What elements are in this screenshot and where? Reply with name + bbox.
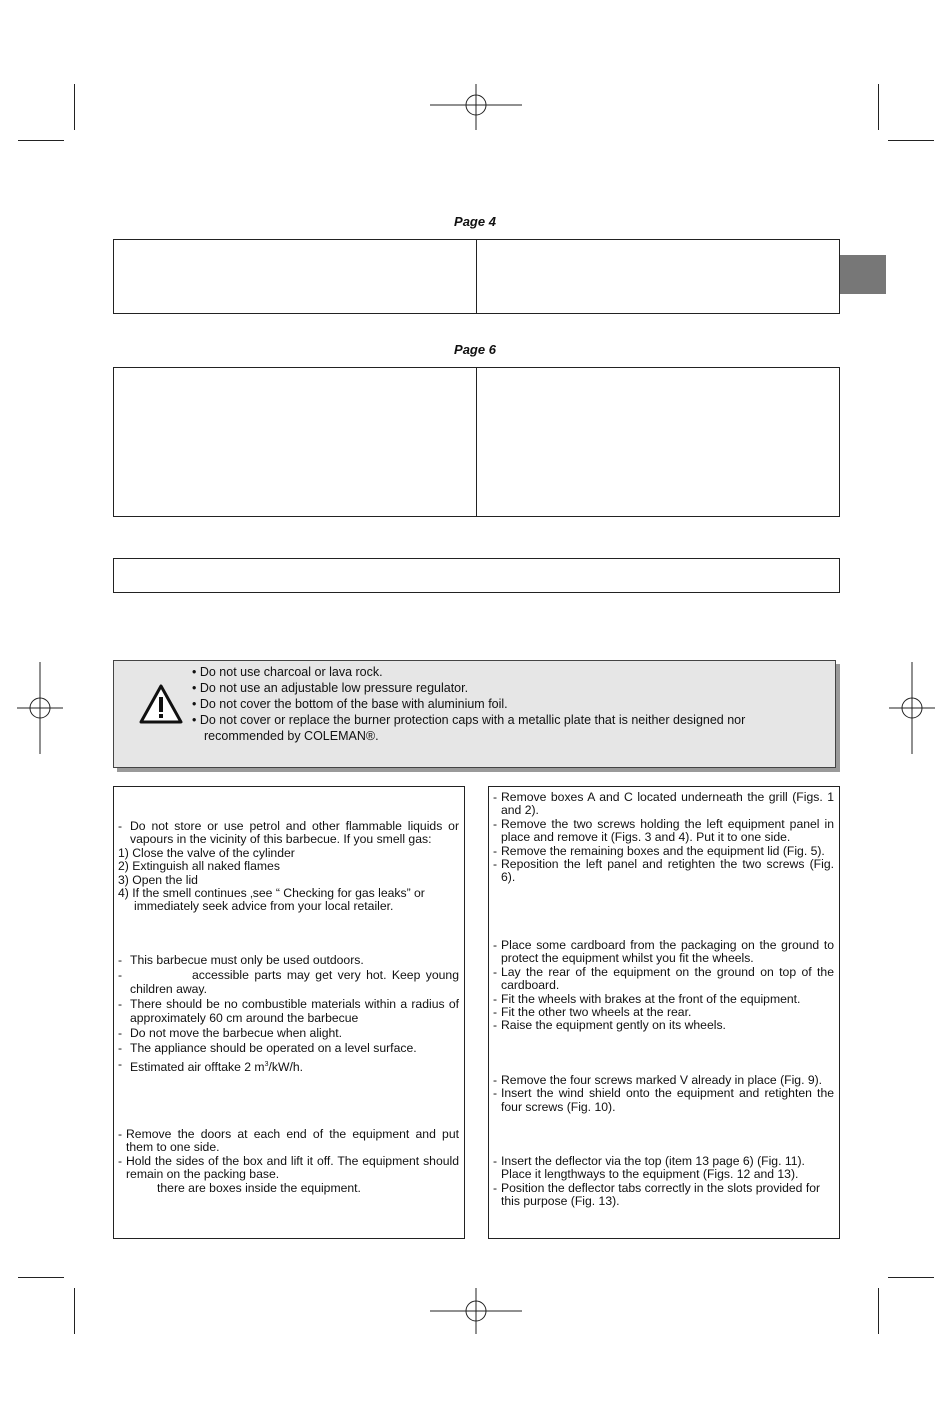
usage-item: Do not move the barbecue when alight.: [130, 1026, 343, 1041]
list-marker: -: [493, 1018, 498, 1033]
step-item: Fit the wheels with brakes at the front of the equipment.: [501, 991, 801, 1006]
warning-panel: [113, 660, 836, 768]
list-marker: -: [118, 819, 123, 833]
warning-item: recommended by COLEMAN®.: [204, 729, 379, 743]
list-item: [493, 818, 834, 845]
registration-mark-icon: [889, 662, 935, 754]
list-marker: -: [493, 964, 498, 979]
wind-shield-text: [493, 1074, 834, 1114]
step-item: Remove boxes A and C located underneath the grill (Figs. 1 and 2).: [501, 790, 834, 818]
list-marker: -: [493, 843, 498, 858]
list-item: [493, 1155, 834, 1182]
step-item: Fit the other two wheels at the rear.: [501, 1005, 692, 1020]
unpacking-item: Remove the doors at each end of the equipment and put them to one side.: [126, 1127, 459, 1155]
list-marker: -: [493, 1180, 498, 1195]
step-item: Remove the remaining boxes and the equipment lid (Fig. 5).: [501, 843, 825, 858]
wheels-text: [493, 939, 834, 1033]
list-marker: -: [118, 1153, 123, 1168]
crop-mark: [888, 140, 934, 141]
empty-box: [113, 558, 840, 593]
list-marker: -: [493, 1086, 498, 1101]
step-item: Insert the deflector via the top (item 13 page 6) (Fig. 11). Place it lengthways to the equipment (Figs. 12 and 13).: [501, 1154, 805, 1182]
gas-smell-step: 2) Extinguish all naked flames: [118, 859, 280, 874]
warning-triangle-icon: [138, 683, 184, 725]
registration-mark-icon: [430, 84, 522, 130]
list-item: [118, 1042, 459, 1055]
page-6-label: Page 6: [454, 342, 496, 357]
list-marker: -: [493, 991, 498, 1006]
warning-list: [192, 664, 827, 744]
list-item: [118, 1155, 459, 1182]
air-offtake-text: [130, 1058, 303, 1074]
usage-item: This barbecue must only be used outdoors.: [130, 953, 364, 967]
gas-smell-intro: Do not store or use petrol and other flammable liquids or vapours in the vicinity of this barbecue. If you smell gas:: [130, 819, 459, 847]
unpacking-item: Hold the sides of the box and lift it off. The equipment should remain on the packing base.: [126, 1153, 459, 1182]
list-marker: -: [118, 1127, 123, 1141]
list-marker: -: [118, 1056, 123, 1071]
step-item: Remove the two screws holding the left equipment panel in place and remove it (Figs. 3 and 4). Put it to one side.: [501, 816, 834, 845]
list-marker: -: [118, 1041, 123, 1056]
registration-mark-icon: [430, 1288, 522, 1334]
list-item: [118, 1128, 459, 1155]
usage-item: The appliance should be operated on a level surface.: [130, 1041, 417, 1056]
list-item: [493, 845, 834, 858]
crop-mark: [878, 1288, 879, 1334]
list-item: [118, 954, 459, 967]
warning-item: • Do not use an adjustable low pressure regulator.: [192, 681, 469, 695]
crop-mark: [18, 140, 64, 141]
section-tab: [840, 255, 886, 294]
air-offtake-superscript: 3: [264, 1060, 269, 1068]
list-marker: -: [493, 857, 498, 872]
registration-mark-icon: [17, 662, 63, 754]
list-item: [493, 1182, 834, 1209]
list-marker: -: [118, 953, 123, 967]
safety-text: [118, 820, 459, 914]
list-item: [493, 1074, 834, 1087]
table-divider: [476, 239, 477, 314]
table-divider: [476, 367, 477, 517]
deflector-text: [493, 1155, 834, 1209]
list-item: [118, 1027, 459, 1040]
page-4-label: Page 4: [454, 214, 496, 229]
usage-item: There should be no combustible materials within a radius of approximately 60 cm around the barbecue: [130, 997, 459, 1025]
step-item: Raise the equipment gently on its wheels.: [501, 1018, 726, 1033]
boxes-removal-text: [493, 791, 834, 885]
list-marker: -: [493, 938, 498, 952]
list-marker: -: [493, 1005, 498, 1020]
list-item: [118, 820, 459, 847]
crop-mark: [74, 84, 75, 130]
list-item: [118, 998, 459, 1025]
step-item: Place some cardboard from the packaging on the ground to protect the equipment whilst you fit the wheels.: [501, 938, 834, 966]
list-marker: -: [493, 816, 498, 831]
warning-item: • Do not cover the bottom of the base with aluminium foil.: [192, 697, 508, 711]
crop-mark: [74, 1288, 75, 1334]
unpacking-text: [118, 1128, 459, 1195]
list-marker: -: [118, 1026, 123, 1041]
list-marker: -: [118, 997, 123, 1012]
list-item: [493, 993, 834, 1006]
step-item: Remove the four screws marked V already in place (Fig. 9).: [501, 1073, 823, 1087]
usage-item: accessible parts may get very hot. Keep young children away.: [130, 968, 459, 996]
list-item: [118, 1058, 459, 1074]
step-item: Insert the wind shield onto the equipment and retighten the four screws (Fig. 10).: [501, 1086, 834, 1114]
step-item: Position the deflector tabs correctly in the slots provided for this purpose (Fig. 13).: [501, 1180, 821, 1209]
list-marker: -: [493, 1154, 498, 1168]
list-item: [493, 966, 834, 993]
warning-item: • Do not cover or replace the burner protection caps with a metallic plate that is neither designed nor: [192, 713, 746, 727]
crop-mark: [18, 1277, 64, 1278]
air-offtake-unit: /kW/h.: [268, 1059, 304, 1074]
usage-text: [118, 954, 459, 1074]
step-item: Lay the rear of the equipment on the ground on top of the cardboard.: [501, 964, 834, 993]
list-item: [118, 969, 459, 996]
list-marker: -: [118, 968, 123, 983]
list-marker: -: [493, 1073, 498, 1087]
list-item: [493, 1006, 834, 1019]
warning-item: • Do not use charcoal or lava rock.: [192, 665, 383, 679]
list-item: [493, 858, 834, 885]
crop-mark: [888, 1277, 934, 1278]
list-marker: -: [493, 790, 498, 804]
gas-smell-step: 1) Close the valve of the cylinder: [118, 845, 295, 860]
list-item: [493, 1087, 834, 1114]
gas-smell-step: 3) Open the lid: [118, 872, 198, 887]
list-item: [493, 1019, 834, 1032]
air-offtake-label: Estimated air offtake 2 m: [130, 1059, 265, 1074]
unpacking-note: there are boxes inside the equipment.: [157, 1180, 361, 1195]
step-item: Reposition the left panel and retighten the two screws (Fig. 6).: [501, 857, 834, 885]
gas-smell-step: 4) If the smell continues ‚see “ Checking for gas leaks” or immediately seek advice from your local retailer.: [118, 886, 425, 914]
crop-mark: [878, 84, 879, 130]
list-item: [493, 791, 834, 818]
list-item: [493, 939, 834, 966]
